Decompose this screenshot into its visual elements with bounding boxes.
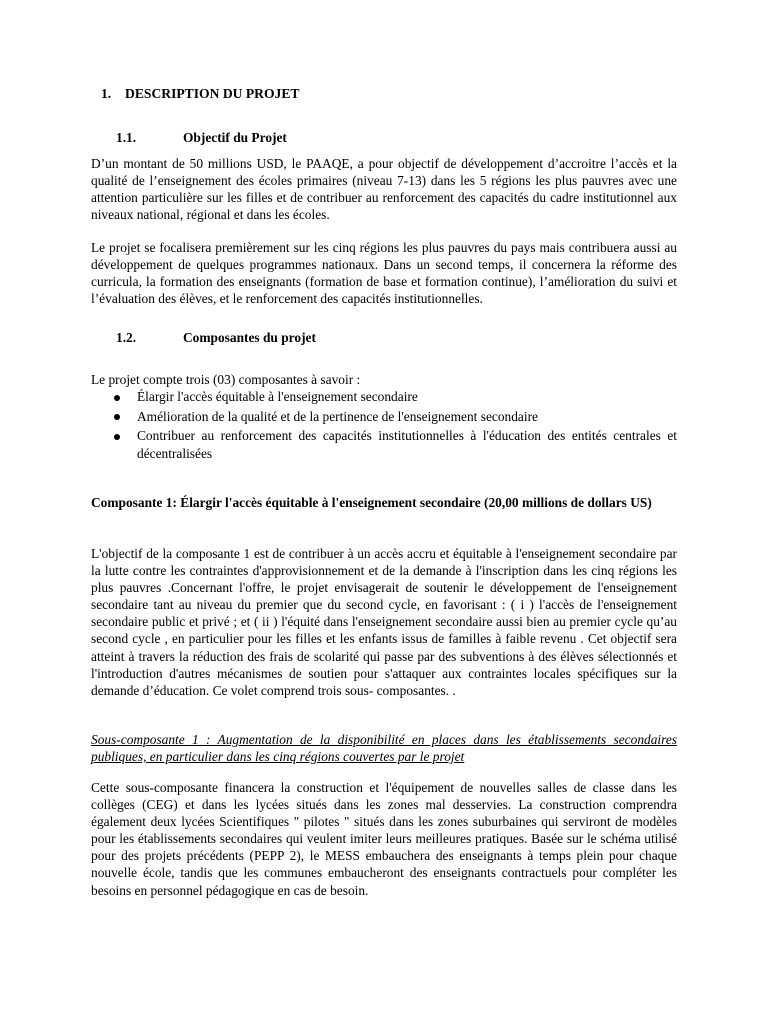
components-heading <box>116 330 316 346</box>
objective-paragraph-2: Le projet se focalisera premièrement sur les cinq régions les plus pauvres du pays mais contribuera aussi au développement de quelques programmes nationaux. Dans un second temps, il concernera la réforme des curricula, la formation des enseignants (formation de base et formation continue), l’amélioration du suivi et l’évaluation des élèves, et le renforcement des capacités institutionnelles. <box>91 240 677 307</box>
objective-heading <box>116 130 287 146</box>
objective-number: 1.1. <box>116 130 137 145</box>
list-item <box>91 408 677 426</box>
list-item <box>91 427 677 462</box>
section-number: 1. <box>101 86 112 101</box>
subcomponent-1-paragraph: Cette sous-composante financera la construction et l'équipement de nouvelles salles de classe dans les collèges (CEG) et dans les lycées situés dans les zones mal desservies. La construction comprendra également deux lycées Scientifiques " pilotes " situés dans les zones suburbaines qui serviront de modèles pour les établissements secondaires qui veulent imiter leurs meilleures pratiques. Basée sur le schéma utilisé pour des projets précédents (PEPP 2), le MESS embauchera des enseignants à temps plein pour chaque nouvelle école, tandis que les communes embaucheront des enseignants contractuels pour compléter les besoins en personnel pédagogique en cas de besoin. <box>91 780 677 898</box>
subcomponent-1-title: Sous-composante 1 : Augmentation de la disponibilité en places dans les établissements secondaires publiques, en particulier dans les cinq régions couvertes par le projet <box>91 732 677 764</box>
list-item-text: Élargir l'accès équitable à l'enseignement secondaire <box>137 389 418 404</box>
list-item <box>91 388 677 406</box>
components-number: 1.2. <box>116 330 137 345</box>
component-1-paragraph: L'objectif de la composante 1 est de contribuer à un accès accru et équitable à l'enseignement secondaire par la lutte contre les contraintes d'approvisionnement et de la demande à l'inscription dans les cinq régions les plus pauvres .Concernant l'offre, le projet envisagerait de soutenir le développement de l'enseignement secondaire tant au niveau du premier que du second cycle, en favorisant : ( i ) l'accès de l'enseignement secondaire public et privé ; et ( ii ) l'équité dans l'enseignement secondaire aussi bien au premier cycle qu’au second cycle , en particulier pour les filles et les enfants issus de familles à faible revenu . Cet objectif sera atteint à travers la réduction des frais de scolarité qui passe par des subventions à des élèves sélectionnés et l'introduction d'autres mécanismes de soutien pour s'attaquer aux contraintes locales spécifiques sur la demande d’éducation. Ce volet comprend trois sous- composantes. . <box>91 546 677 698</box>
components-list <box>91 388 677 464</box>
list-item-text: Amélioration de la qualité et de la pertinence de l'enseignement secondaire <box>137 408 538 424</box>
list-item-text: Contribuer au renforcement des capacités institutionnelles à l'éducation des entités centrales et décentralisées <box>137 428 677 461</box>
objective-title: Objectif du Projet <box>183 130 287 145</box>
components-intro: Le projet compte trois (03) composantes à savoir : <box>91 372 361 387</box>
bullet-icon <box>114 395 120 401</box>
section-heading <box>101 86 299 102</box>
objective-paragraph-1: D’un montant de 50 millions USD, le PAAQE, a pour objectif de développement d’accroitre l’accès et la qualité de l’enseignement des écoles primaires (niveau 7-13) dans les 5 régions les plus pauvres avec une attention particulière sur les filles et de contribuer au renforcement des capacités du cadre institutionnel aux niveaux national, régional et dans les écoles. <box>91 156 677 223</box>
bullet-icon <box>114 414 120 420</box>
component-1-title: Composante 1: Élargir l'accès équitable à l'enseignement secondaire (20,00 millions de dollars US) <box>91 495 652 510</box>
components-title: Composantes du projet <box>183 330 316 345</box>
section-title: DESCRIPTION DU PROJET <box>125 86 300 101</box>
bullet-icon <box>114 434 120 440</box>
